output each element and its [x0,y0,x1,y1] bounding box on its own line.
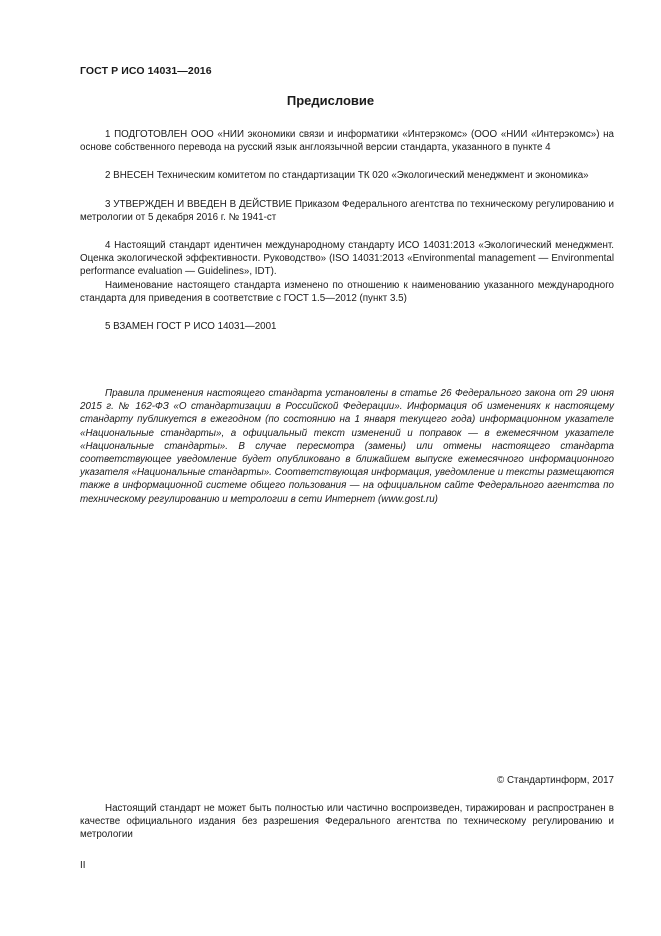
foreword-title: Предисловие [286,93,375,108]
item-identical: 4 Настоящий стандарт идентичен международному стандарту ИСО 14031:2013 «Экологический менеджмент. Оценка экологической эффективности. Руководство» (ISO 14031:2013 «Environmental management — Environmental performance evaluation — Guidelines», IDT). [80,240,614,278]
page-number: II [80,860,86,871]
item-introduced: 2 ВНЕСЕН Техническим комитетом по стандартизации ТК 020 «Экологический менеджмент и экономика» [105,170,589,182]
item-name-changed: Наименование настоящего стандарта изменено по отношению к наименованию указанного международного стандарта для приведения в соответствие с ГОСТ 1.5—2012 (пункт 3.5) [80,279,614,304]
item-approved: 3 УТВЕРЖДЕН И ВВЕДЕН В ДЕЙСТВИЕ Приказом Федерального агентства по техническому регулированию и метрологии от 5 декабря 2016 г. № 1941-ст [80,198,614,223]
copyright-line: © Стандартинформ, 2017 [497,775,614,786]
foreword-body [80,128,614,333]
application-rules-notice: Правила применения настоящего стандарта установлены в статье 26 Федерального закона от 29 июня 2015 г. № 162-ФЗ «О стандартизации в Российской Федерации». Информация об изменениях к настоящему стандарту публикуется в ежегодном (по состоянию на 1 января текущего года) информационном указателе «Национальные стандарты», а официальный текст изменений и поправок — в ежемесячном указателе «Национальные стандарты». В случае пересмотра (замены) или отмены настоящего стандарта соответствующее уведомление будет опубликовано в ближайшем выпуске ежемесячного информационного указателя «Национальные стандарты». Соответствующая информация, уведомление и тексты размещаются также в информационной системе общего пользования — на официальном сайте Федерального агентства по техническому регулированию и метрологии в сети Интернет (www.gost.ru) [80,388,614,505]
item-replaces: 5 ВЗАМЕН ГОСТ Р ИСО 14031—2001 [105,321,277,333]
standard-code-header: ГОСТ Р ИСО 14031—2016 [80,65,212,77]
item-prepared: 1 ПОДГОТОВЛЕН ООО «НИИ экономики связи и информатики «Интерэкомс» (ООО «НИИ «Интерэкомс») на основе собственного перевода на русский язык англоязычной версии стандарта, указанного в пункте 4 [80,129,614,154]
reproduction-notice: Настоящий стандарт не может быть полностью или частично воспроизведен, тиражирован и распространен в качестве официального издания без разрешения Федерального агентства по техническому регулированию и метрологии [80,803,614,841]
